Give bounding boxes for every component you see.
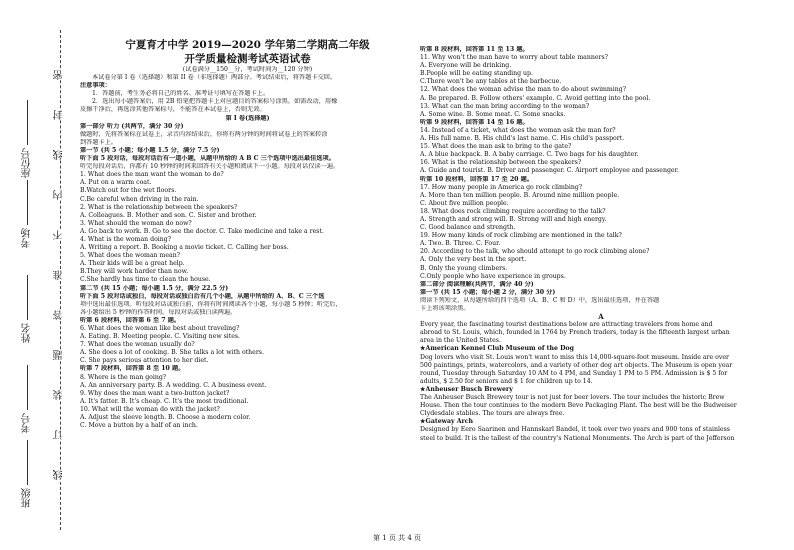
left-line-1: 做题时，先将答案标在试卷上，录音内容结束后，你将有两分钟的时间将试卷上的答案转涂 <box>80 130 328 138</box>
right-line-19: C. About five million people. <box>420 199 509 207</box>
page-footer: 第 1 页 共 4 页 <box>372 534 422 542</box>
passage-line-12: ★Gateway Arch <box>420 418 474 426</box>
seal-char-5: 准 <box>54 270 65 280</box>
left-column <box>80 38 415 538</box>
right-line-16: 听第 10 段材料，回答第 17 至 20 题。 <box>420 175 534 183</box>
left-line-20: 第二节 (共 15 小题；每小题 1.5 分，满分 22.5 分) <box>80 284 229 292</box>
right-line-15: A. Guide and tourist. B. Driver and passenger. C. Airport employee and passenger. <box>420 167 679 175</box>
left-line-28: A. She does a lot of cooking. B. She talks a lot with others. <box>80 349 264 357</box>
right-line-10: 14. Instead of a ticket, what does the woman ask the man for? <box>420 126 616 134</box>
left-line-26: A. Eating. B. Meeting people. C. Visiting new sites. <box>80 333 241 341</box>
intro-text: 本试卷分第 I 卷（选择题）和第 II 卷（非选择题）两部分。考试结束后，将答题卡交回。 <box>92 74 337 82</box>
right-line-24: A. Two. B. Three. C. Four. <box>420 240 501 248</box>
right-line-9: 听第 9 段材料，回答第 14 至 16 题。 <box>420 118 529 126</box>
passage-line-13: Designed by Eero Saarinen and Hannskarl Bandel, it took over two years and 900 tons of stainless <box>420 426 730 434</box>
passage-line-1: abroad to St. Louis, which, founded in 1764 by French traders, today is the fifteenth largest urban <box>420 329 730 337</box>
left-line-30: 听第 7 段材料，回答第 8 至 10 题。 <box>80 365 185 373</box>
left-line-12: 3. What should the woman do now? <box>80 219 192 227</box>
left-line-25: 6. What does the woman like best about traveling? <box>80 325 240 332</box>
room-field <box>20 180 35 248</box>
passage-line-11: Clydesdale stables. The tours are always free. <box>420 410 565 418</box>
passage-line-14: steel to build. It is the tallest of the country's National Monuments. The Arch is part of the Jefferson <box>420 434 735 442</box>
left-line-9: C.Be careful when driving in the rain. <box>80 195 199 203</box>
right-column <box>420 46 782 546</box>
right-line-18: A. More than ten million people. B. Around nine million people. <box>420 191 620 199</box>
right-line-4: C.There won't be any tables at the barbecue. <box>420 78 562 86</box>
passage-text <box>420 321 782 442</box>
class-field <box>20 440 35 508</box>
right-line-31: 阅读下列短文，从每题所给的四个选项（A、B、C 和 D）中，选出最佳选项，并在答题 <box>420 296 660 304</box>
right-line-13: A. A blue backpack. B. A baby carriage. C. Two bags for his daughter. <box>420 151 639 159</box>
right-line-29: 第二部分 阅读理解(共两节，满分 40 分) <box>420 280 534 288</box>
passage-line-6: round, Tuesday through Saturday 10 AM to 4 PM, and Sunday 1 PM to 5 PM. Admission is $ 5 for <box>420 369 728 377</box>
seal-char-8: 装 <box>54 390 65 400</box>
left-line-15: A. Writing a report. B. Booking a movie ticket. C. Calling her boss. <box>80 244 289 252</box>
notice-1: 1．答题前，考生务必将自己的姓名、准考证号填写在答题卡上。 <box>92 90 270 98</box>
left-question-lines <box>80 123 415 431</box>
left-line-36: A. Adjust the sleeve length. B. Choose a modern color. <box>80 414 251 422</box>
class-label: 班级 <box>22 488 33 508</box>
right-line-21: A. Strength and strong will. B. Strong will and high energy. <box>420 215 607 223</box>
left-line-31: 8. Where is the man going? <box>80 373 167 381</box>
right-line-22: C. Good balance and strength. <box>420 224 516 232</box>
seal-dashed-line <box>60 30 61 530</box>
left-line-35: 10. What will the woman do with the jacket? <box>80 405 220 413</box>
seal-char-7: 题 <box>54 350 65 360</box>
right-line-8: A. Some wine. B. Some meat. C. Some snacks. <box>420 110 566 118</box>
notice-2a: 2．选出每小题答案后，用 2B 铅笔把答题卡上对应题目的答案标号涂黑。如需改动，用橡 <box>92 98 338 106</box>
passage-line-3: ★American Kennel Club Museum of the Dog <box>420 345 574 353</box>
left-line-32: A. An anniversary party. B. A wedding. C. A business event. <box>80 381 267 389</box>
exam-no-field <box>20 365 35 433</box>
left-line-23: 各小题给出 5 秒钟的作答时间。每段对话或独白读两遍。 <box>80 308 237 316</box>
left-line-29: C. She pays serious attention to her diet. <box>80 357 209 365</box>
passage-line-2: area in the United States. <box>420 337 501 345</box>
right-line-14: 16. What is the relationship between the speakers? <box>420 159 582 167</box>
passage-line-7: adults, $ 2.50 for seniors and $ 1 for children up to 14. <box>420 377 593 385</box>
left-line-21: 听下面 5 段对话或独白，每段对话或独白后有几个小题，从题中所给的 A、B、C 三个选 <box>80 292 325 300</box>
passage-line-9: The Anheuser Busch Brewery tour is not just for beer lovers. The tour includes the historic Brew <box>420 394 725 402</box>
right-line-6: A. Be prepared. B. Follow others' example. C. Avoid getting into the pool. <box>420 94 651 102</box>
left-line-13: A. Go back to work. B. Go to see the doctor. C. Take medicine and take a rest. <box>80 227 324 235</box>
left-line-5: 听完每段对话后，你都有 10 秒钟的时间来回答有关小题和阅读下一小题。每段对话仅读一遍。 <box>80 163 340 171</box>
right-line-1: 11. Why won't the man have to worry about table manners? <box>420 54 608 62</box>
left-line-27: 7. What does the woman usually do? <box>80 341 195 349</box>
room-label: 考场 <box>22 228 33 248</box>
left-line-18: B.They will work harder than now. <box>80 268 189 276</box>
seal-char-10: 线 <box>54 470 65 480</box>
left-line-34: A. It's fatter. B. It's cheap. C. It's the most traditional. <box>80 397 249 405</box>
passage-line-5: 500 paintings, prints, watercolors, and a variety of other dog art objects. The Museum is open year <box>420 361 733 369</box>
left-line-11: A. Colleagues. B. Mother and son. C. Sister and brother. <box>80 211 257 219</box>
left-line-16: 5. What does the woman mean? <box>80 252 180 260</box>
left-line-6: 1. What does the man want the woman to do? <box>80 171 224 179</box>
passage-line-8: ★Anheuser Busch Brewery <box>420 385 513 393</box>
left-line-17: A. Their kids will be a great help. <box>80 260 185 268</box>
seal-char-0: 密 <box>54 70 65 80</box>
right-line-26: A. Only the very best in the sport. <box>420 256 527 264</box>
passage-line-0: Every year, the fascinating tourist destinations below are attracting travelers from home and <box>420 321 713 329</box>
right-line-27: B. Only the young climbers. <box>420 264 508 272</box>
seat-label: 座位号 <box>22 148 33 178</box>
exam-title-line2: 开学质量检测考试英语试卷 <box>184 53 311 65</box>
left-line-10: 2. What is the relationship between the speakers? <box>80 203 238 211</box>
exam-title-line1: 宁夏育才中学 2019—2020 学年第二学期高二年级 <box>125 39 370 51</box>
left-line-22: 项中选出最佳选项。听每段对话或独白前，你将有时间阅读各个小题，每小题 5 秒钟；听完后， <box>80 300 342 308</box>
seal-char-9: 订 <box>54 430 65 440</box>
notice-title: 注意事项： <box>80 82 111 90</box>
right-line-5: 12. What does the woman advise the man to do about swimming? <box>420 86 627 94</box>
left-line-7: A. Put on a warm coat. <box>80 179 152 187</box>
binding-sidebar <box>0 0 70 550</box>
right-line-3: B.People will be eating standing up. <box>420 70 533 78</box>
left-line-14: 4. What is the woman doing? <box>80 235 172 243</box>
left-line-19: C.She hardly has time to clean the house. <box>80 276 211 284</box>
right-line-11: A. His full name. B. His child's last name. C. His child's passport. <box>420 135 625 143</box>
seal-char-6: 答 <box>54 310 65 320</box>
score-line: (试卷满分__150__分，考试时间为__120 分钟) <box>182 66 313 73</box>
seat-field <box>20 100 35 178</box>
right-line-23: 19. How many kinds of rock climbing are mentioned in the talk? <box>420 232 622 240</box>
name-field <box>20 275 35 343</box>
name-label: 姓名 <box>22 323 33 343</box>
left-line-2: 到答题卡上。 <box>80 138 118 146</box>
exam-no-label: 考号 <box>22 413 33 433</box>
passage-line-10: House. Then the tour continues to the modern Bevo Packaging Plant. The best will be the Budweiser <box>420 402 737 410</box>
left-line-8: B.Watch out for the wet floors. <box>80 187 177 195</box>
right-line-0: 听第 8 段材料，回答第 11 至 13 题。 <box>420 46 529 53</box>
left-line-0: 第一部分 听力 (共两节，满分 30 分) <box>80 122 184 130</box>
left-line-37: C. Move a button by a half of an inch. <box>80 422 198 430</box>
right-line-2: A. Everyone will be drinking. <box>420 62 512 70</box>
right-line-32: 卡上将该项涂黑。 <box>420 305 470 312</box>
right-question-lines <box>420 46 782 313</box>
left-line-4: 听下面 5 段对话，每段对话后有一道小题，从题中所给的 A B C 三个选项中选出最佳选项。 <box>80 155 335 163</box>
right-line-12: 15. What does the man ask to bring to the gate? <box>420 143 572 151</box>
right-line-30: 第一节 (共 15 小题；每小题 2 分，满分 30 分) <box>420 288 556 296</box>
seal-char-2: 线 <box>54 150 65 160</box>
passage-label: A <box>598 313 604 322</box>
right-line-25: 20. According to the talk, who should attempt to go rock climbing alone? <box>420 248 650 256</box>
passage-line-4: Dog lovers who visit St. Louis won't want to miss this 14,000-square-foot museum. Inside are over <box>420 353 729 361</box>
right-line-20: 18. What does rock climbing require according to the talk? <box>420 207 606 215</box>
notice-2b: 皮擦干净后，再选涂其他答案标号，不能答在本试卷上，否则无效。 <box>80 106 266 114</box>
left-line-33: 9. Why does the man want a two-button jacket? <box>80 389 230 397</box>
left-line-3: 第一节 (共 5 小题；每小题 1.5 分，满分 7.5 分) <box>80 146 220 154</box>
seal-char-4: 不 <box>54 230 65 240</box>
seal-char-3: 内 <box>54 190 65 200</box>
seal-char-1: 封 <box>54 110 65 120</box>
right-line-17: 17. How many people in America go rock climbing? <box>420 183 583 191</box>
right-line-7: 13. What can the man bring according to the woman? <box>420 102 590 110</box>
volume-title: 第 I 卷(选择题) <box>225 114 270 122</box>
right-line-28: C.Only people who have experience in groups. <box>420 272 566 280</box>
left-line-24: 听第 6 段材料，回答第 6 至 7 题。 <box>80 316 181 324</box>
